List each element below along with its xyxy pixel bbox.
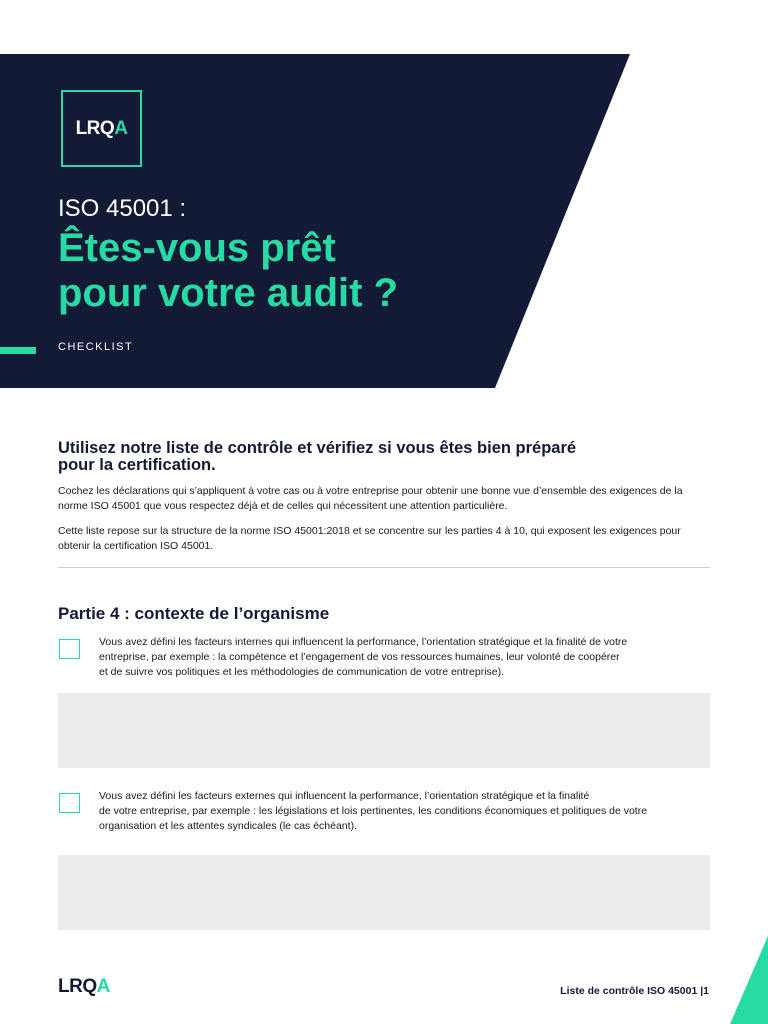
section-divider (58, 567, 710, 568)
checklist-item-text (99, 789, 699, 834)
page-label: Liste de contrôle ISO 45001 |1 (560, 985, 709, 997)
intro-heading-line1: Utilisez notre liste de contrôle et vérifiez si vous êtes bien préparé (58, 439, 577, 457)
item-line: de votre entreprise, par exemple : les législations et lois pertinentes, les conditions économiques et politiques de votre (99, 805, 648, 817)
checklist-item-text (99, 635, 699, 680)
item-line: entreprise, par exemple : la compétence et l’engagement de vos ressources humaines, leur volonté de coopérer (99, 651, 620, 663)
hero-title-line2: pour votre audit ? (58, 271, 398, 315)
hero-title-line1: Êtes-vous prêt (58, 226, 336, 270)
checkbox-external-factors[interactable] (59, 793, 80, 813)
corner-accent (730, 936, 768, 1024)
footer-logo-accent: A (96, 976, 110, 997)
notes-field-external-factors[interactable] (58, 855, 710, 930)
footer-logo-text: LRQ (58, 976, 97, 997)
intro-heading-line2: pour la certification. (58, 456, 216, 474)
document-type-tag: CHECKLIST (58, 341, 134, 353)
checkbox-internal-factors[interactable] (59, 639, 80, 659)
item-line: Vous avez défini les facteurs externes qui influencent la performance, l’orientation stratégique et la finalité (99, 790, 590, 802)
accent-bar (0, 347, 36, 354)
footer-logo (58, 976, 110, 998)
notes-field-internal-factors[interactable] (58, 693, 710, 768)
hero-subtitle: ISO 45001 : (58, 195, 187, 222)
section-title: Partie 4 : contexte de l’organisme (58, 604, 330, 623)
intro-heading (58, 440, 618, 474)
brand-logo (61, 90, 142, 167)
item-line: Vous avez défini les facteurs internes qui influencent la performance, l’orientation stratégique et la finalité de votre (99, 636, 628, 648)
logo-text: LRQ (75, 117, 115, 139)
item-line: organisation et les attentes syndicales (le cas échéant). (99, 820, 357, 832)
item-line: et de suivre vos politiques et les méthodologies de communication de votre entreprise). (99, 666, 505, 678)
logo-accent: A (114, 117, 128, 139)
intro-paragraph-2: Cette liste repose sur la structure de la norme ISO 45001:2018 et se concentre sur les parties 4 à 10, qui exposent les exigences pour obtenir la certification ISO 45001. (58, 525, 681, 552)
hero-title (58, 226, 478, 316)
intro-paragraph-1: Cochez les déclarations qui s’appliquent à votre cas ou à votre entreprise pour obtenir une bonne vue d’ensemble des exigences de la norme ISO 45001 que vous respectez déjà et de celles qui nécessitent une attention particulière. (58, 485, 683, 512)
